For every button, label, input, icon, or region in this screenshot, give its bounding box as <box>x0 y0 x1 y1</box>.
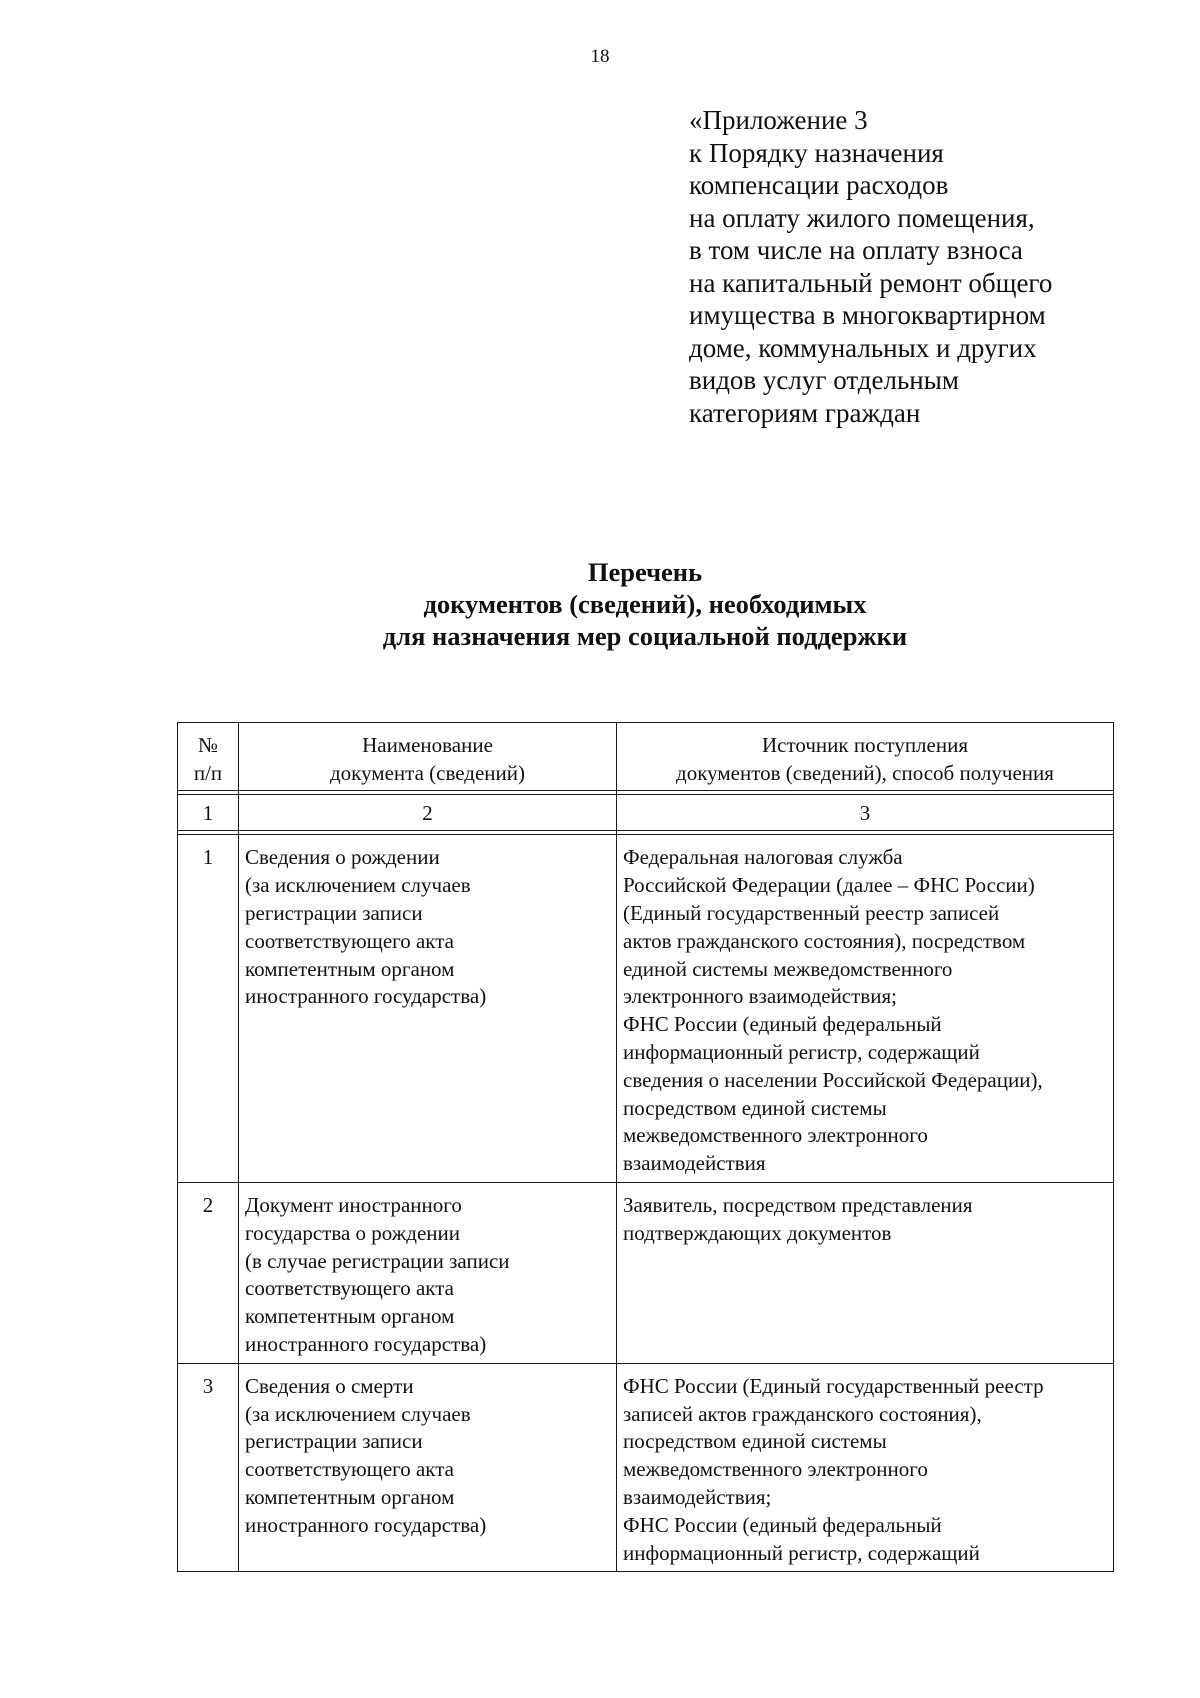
row-number: 3 <box>178 1363 239 1572</box>
document-source-line: актов гражданского состояния), посредством <box>623 928 1026 953</box>
appendix-line: на оплату жилого помещения, <box>689 202 1035 233</box>
column-number-cell: 1 <box>178 794 239 831</box>
document-name-line: компетентным органом <box>245 1484 455 1509</box>
document-source-line: ФНС России (единый федеральный <box>623 1012 942 1037</box>
title-line: Перечень <box>587 557 703 587</box>
document-name-line: компетентным органом <box>245 956 455 981</box>
document-name-line: (в случае регистрации записи <box>245 1248 510 1273</box>
document-source-cell <box>617 1363 1114 1572</box>
header-name-line: Наименование <box>362 733 493 757</box>
document-name-line: соответствующего акта <box>245 928 454 953</box>
document-name-cell <box>239 835 617 1183</box>
document-name-line: государства о рождении <box>245 1220 461 1245</box>
header-name-line: документа (сведений) <box>329 760 526 785</box>
document-name-line: иностранного государства) <box>245 1512 487 1537</box>
document-source-line: информационный регистр, содержащий <box>623 1039 980 1064</box>
document-source-line: (Единый государственный реестр записей <box>623 900 1000 925</box>
table-header-row <box>178 723 1114 791</box>
row-number: 2 <box>178 1182 239 1363</box>
document-source-line: межведомственного электронного <box>623 1123 928 1148</box>
appendix-line: доме, коммунальных и других <box>689 332 1037 363</box>
document-source-line: посредством единой системы <box>623 1095 887 1120</box>
header-num-line: № <box>197 733 219 757</box>
document-source-line: ФНС России (Единый государственный реестр <box>623 1373 1044 1398</box>
table-row <box>178 835 1114 1183</box>
column-number-cell: 2 <box>239 794 617 831</box>
document-name-line: иностранного государства) <box>245 1331 487 1356</box>
header-name-cell <box>239 723 617 791</box>
document-name-line: Сведения о смерти <box>245 1373 414 1398</box>
document-title <box>0 556 1200 652</box>
document-source-line: информационный регистр, содержащий <box>623 1540 980 1565</box>
document-source-cell <box>617 835 1114 1183</box>
document-source-line: единой системы межведомственного <box>623 956 953 981</box>
document-source-line: взаимодействия; <box>623 1484 772 1509</box>
document-name-cell <box>239 1363 617 1572</box>
title-line: для назначения мер социальной поддержки <box>382 621 908 651</box>
document-source-line: межведомственного электронного <box>623 1457 928 1482</box>
appendix-line: имущества в многоквартирном <box>689 300 1046 330</box>
appendix-line: «Приложение 3 <box>689 105 868 135</box>
document-source-line: ФНС России (единый федеральный <box>623 1512 942 1537</box>
appendix-line: к Порядку назначения <box>689 137 944 168</box>
table-row <box>178 1182 1114 1363</box>
appendix-line: в том числе на оплату взноса <box>689 235 1023 265</box>
document-source-line: Заявитель, посредством представления <box>623 1192 973 1217</box>
document-source-line: Российской Федерации (далее – ФНС России) <box>623 873 1035 898</box>
document-name-line: Сведения о рождении <box>245 845 440 870</box>
column-number-cell: 3 <box>617 794 1114 831</box>
column-number-row <box>178 794 1114 831</box>
document-name-line: (за исключением случаев <box>245 873 471 898</box>
header-source-cell <box>617 723 1114 791</box>
document-name-line: регистрации записи <box>245 1429 423 1454</box>
document-source-line: взаимодействия <box>623 1151 766 1176</box>
header-source-line: документов (сведений), способ получения <box>676 760 1054 785</box>
documents-table <box>177 722 1114 1572</box>
header-num-cell <box>178 723 239 791</box>
document-name-line: иностранного государства) <box>245 984 487 1009</box>
header-source-line: Источник поступления <box>762 733 968 757</box>
page-number: 18 <box>590 46 610 67</box>
row-number: 1 <box>178 835 239 1183</box>
appendix-line: категориям граждан <box>689 397 921 428</box>
appendix-heading <box>689 104 1129 429</box>
document-source-line: электронного взаимодействия; <box>623 984 897 1009</box>
document-name-line: (за исключением случаев <box>245 1401 471 1426</box>
document-name-line: Документ иностранного <box>245 1192 462 1217</box>
document-name-line: соответствующего акта <box>245 1457 454 1482</box>
document-source-line: посредством единой системы <box>623 1429 887 1454</box>
document-source-line: Федеральная налоговая служба <box>623 845 903 870</box>
title-line: документов (сведений), необходимых <box>423 589 867 619</box>
table-row <box>178 1363 1114 1572</box>
document-name-line: компетентным органом <box>245 1304 455 1329</box>
appendix-line: видов услуг отдельным <box>689 365 959 395</box>
document-source-line: сведения о населении Российской Федерации), <box>623 1067 1043 1092</box>
document-name-line: соответствующего акта <box>245 1276 454 1301</box>
document-source-cell <box>617 1182 1114 1363</box>
document-source-line: записей актов гражданского состояния), <box>623 1401 982 1426</box>
document-name-cell <box>239 1182 617 1363</box>
appendix-line: компенсации расходов <box>689 170 949 200</box>
appendix-line: на капитальный ремонт общего <box>689 267 1053 298</box>
document-source-line: подтверждающих документов <box>623 1220 892 1245</box>
header-num-line: п/п <box>193 760 223 785</box>
document-name-line: регистрации записи <box>245 900 423 925</box>
